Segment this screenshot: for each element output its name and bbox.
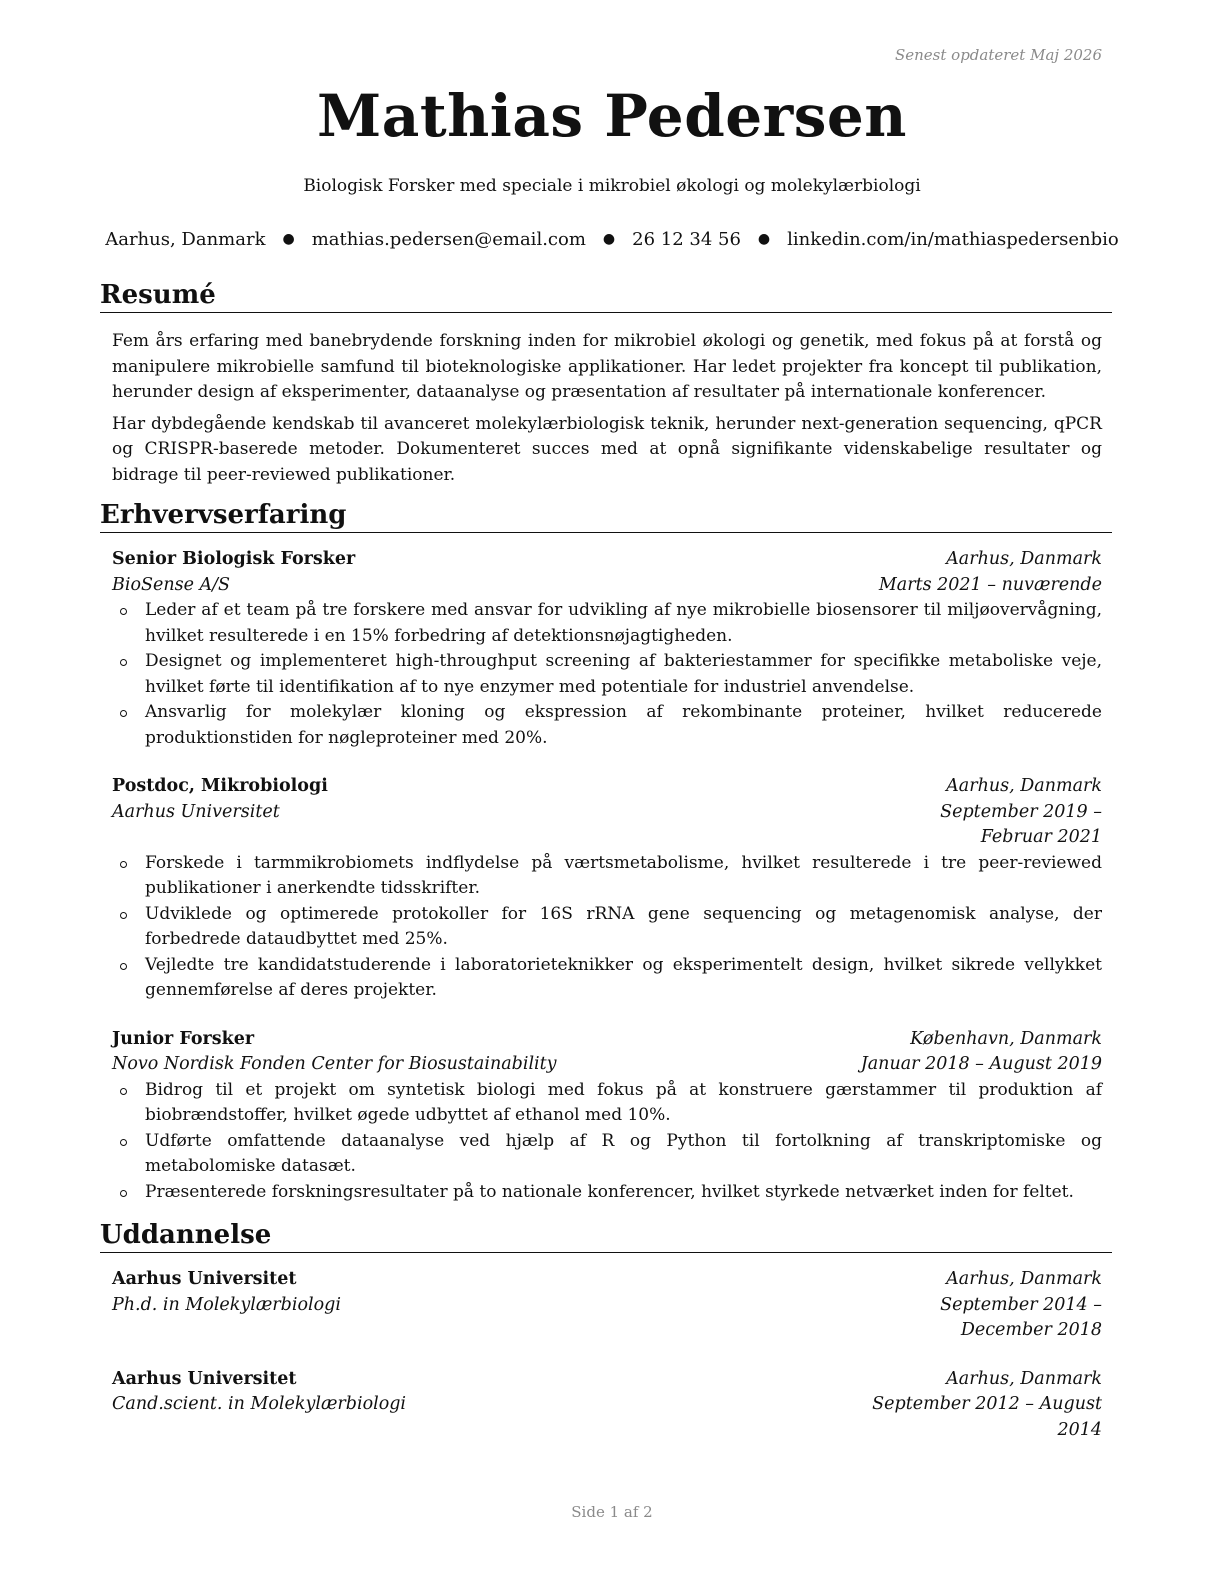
summary-section bbox=[100, 280, 1112, 494]
bullet-item: Designet og implementeret high-throughput screening af bakteriestammer for specifikke metaboliske veje, hvilket førte til identifikation af to nye enzymer med potentiale for industriel anvendelse. bbox=[112, 649, 1102, 700]
contact-phone: 26 12 34 56 bbox=[632, 229, 741, 250]
bullet-item: Vejledte tre kandidatstuderende i laboratorieteknikker og eksperimentelt design, hvilket sikrede vellykket gennemførelse af deres projekter. bbox=[112, 953, 1102, 1004]
summary-paragraph: Har dybdegående kendskab til avanceret molekylærbiologisk teknik, herunder next-generation sequencing, qPCR og CRISPR-baserede metoder. Dokumenteret succes med at opnå signifikante videnskabelige resultater og bidrage til peer-reviewed publikationer. bbox=[112, 413, 1102, 485]
experience-heading: Erhvervserfaring bbox=[100, 500, 1112, 533]
job-dates: Januar 2018 – August 2019 bbox=[860, 1054, 1102, 1074]
page-number: Side 1 af 2 bbox=[571, 1503, 653, 1521]
separator-dot-icon: ● bbox=[757, 231, 771, 247]
last-updated: Senest opdateret Maj 2026 bbox=[894, 46, 1102, 64]
job-bullets bbox=[112, 598, 1102, 751]
job-location: København, Danmark bbox=[910, 1028, 1102, 1049]
job-title: Senior Biologisk Forsker bbox=[112, 549, 356, 569]
bullet-item: Præsenterede forskningsresultater på to nationale konferencer, hvilket styrkede netværket inden for feltet. bbox=[112, 1180, 1102, 1206]
school-name: Aarhus Universitet bbox=[112, 1269, 297, 1289]
contact-location: Aarhus, Danmark bbox=[105, 229, 266, 250]
degree-name: Cand.scient. in Molekylærbiologi bbox=[112, 1394, 407, 1414]
contact-line bbox=[0, 229, 1224, 250]
bullet-item: Udviklede og optimerede protokoller for 16S rRNA gene sequencing og metagenomisk analyse, der forbedrede dataudbyttet med 25%. bbox=[112, 902, 1102, 953]
person-name: Mathias Pedersen bbox=[317, 82, 907, 150]
summary-paragraph: Fem års erfaring med banebrydende forskning inden for mikrobiel økologi og genetik, med fokus på at forstå og manipulere mikrobielle samfund til bioteknologiske applikationer. Har ledet projekter fra koncept til publikation, herunder design af eksperimenter, dataanalyse og præsentation af resultater på internationale konferencer. bbox=[112, 331, 1102, 402]
contact-email[interactable]: mathias.pedersen@email.com bbox=[311, 229, 586, 250]
experience-section bbox=[100, 500, 1112, 1205]
job-entry bbox=[100, 547, 1112, 751]
bullet-item: Bidrog til et projekt om syntetisk biologi med fokus på at konstruere gærstammer til produktion af biobrændstoffer, hvilket øgede udbyttet af ethanol med 10%. bbox=[112, 1078, 1102, 1129]
school-location: Aarhus, Danmark bbox=[946, 1368, 1102, 1389]
degree-name: Ph.d. in Molekylærbiologi bbox=[112, 1294, 341, 1315]
separator-dot-icon: ● bbox=[282, 231, 295, 247]
contact-linkedin[interactable]: linkedin.com/in/mathiaspedersenbio bbox=[787, 229, 1119, 250]
job-title: Junior Forsker bbox=[112, 1028, 255, 1049]
education-section bbox=[100, 1220, 1112, 1443]
job-location: Aarhus, Danmark bbox=[946, 549, 1102, 569]
job-company: Novo Nordisk Fonden Center for Biosustainability bbox=[112, 1054, 557, 1074]
job-dates: September 2019 – Februar 2021 bbox=[940, 801, 1102, 847]
bullet-item: Leder af et team på tre forskere med ansvar for udvikling af nye mikrobielle biosensorer til miljøovervågning, hvilket resulterede i en 15% forbedring af detektionsnøjagtigheden. bbox=[112, 598, 1102, 649]
summary-heading: Resumé bbox=[100, 280, 1112, 313]
school-location: Aarhus, Danmark bbox=[946, 1269, 1102, 1289]
education-entry bbox=[100, 1267, 1112, 1344]
job-bullets bbox=[112, 851, 1102, 1004]
education-dates: September 2014 – December 2018 bbox=[940, 1294, 1102, 1340]
job-company: Aarhus Universitet bbox=[112, 801, 280, 822]
job-entry bbox=[100, 1027, 1112, 1206]
job-title: Postdoc, Mikrobiologi bbox=[112, 776, 328, 796]
job-entry bbox=[100, 774, 1112, 1004]
headline: Biologisk Forsker med speciale i mikrobiel økologi og molekylærbiologi bbox=[303, 176, 921, 196]
job-bullets bbox=[112, 1078, 1102, 1206]
bullet-item: Udførte omfattende dataanalyse ved hjælp af R og Python til fortolkning af transkriptomiske og metabolomiske datasæt. bbox=[112, 1129, 1102, 1180]
separator-dot-icon: ● bbox=[602, 231, 616, 247]
job-location: Aarhus, Danmark bbox=[946, 776, 1102, 796]
job-dates: Marts 2021 – nuværende bbox=[878, 574, 1102, 595]
school-name: Aarhus Universitet bbox=[112, 1368, 297, 1389]
bullet-item: Forskede i tarmmikrobiomets indflydelse på værtsmetabolisme, hvilket resulterede i tre peer-reviewed publikationer i anerkendte tidsskrifter. bbox=[112, 851, 1102, 902]
education-heading: Uddannelse bbox=[100, 1220, 1112, 1253]
bullet-item: Ansvarlig for molekylær kloning og ekspression af rekombinante proteiner, hvilket reducerede produktionstiden for nøgleproteiner med 20%. bbox=[112, 700, 1102, 751]
education-entry bbox=[100, 1367, 1112, 1444]
education-dates: September 2012 – August 2014 bbox=[872, 1394, 1102, 1440]
job-company: BioSense A/S bbox=[112, 574, 231, 595]
